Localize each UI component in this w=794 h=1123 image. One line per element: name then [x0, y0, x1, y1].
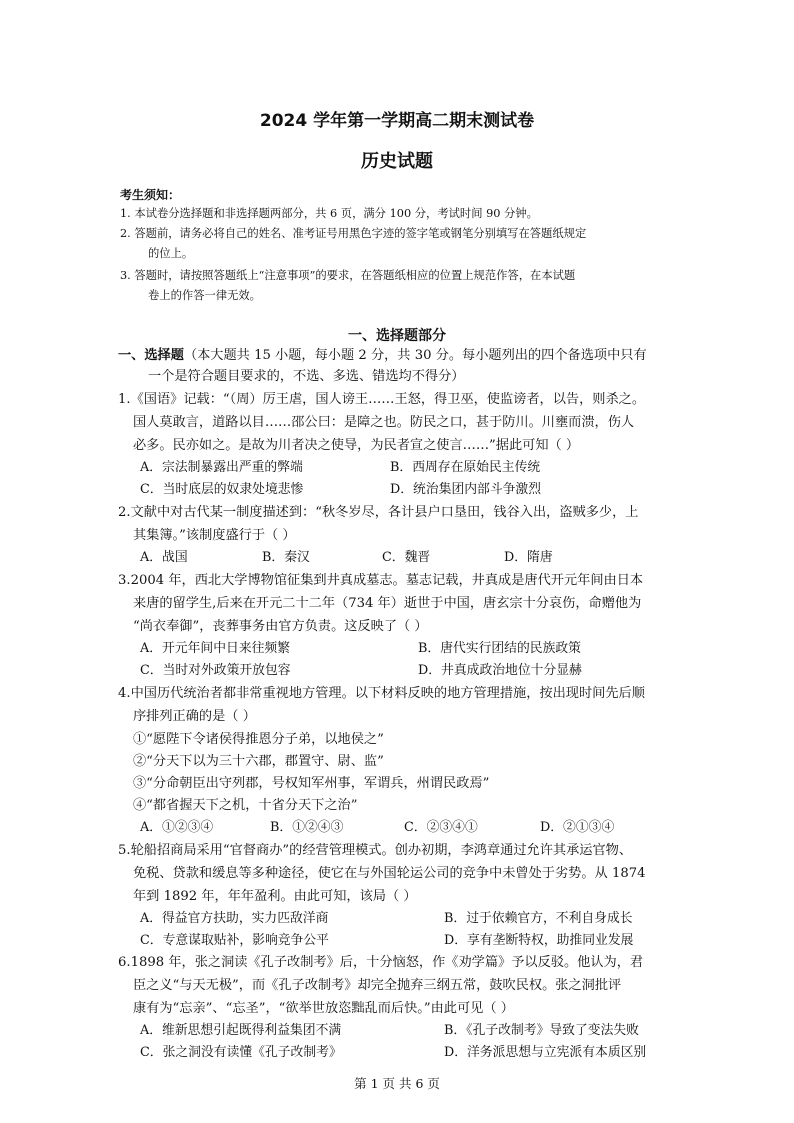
- q6-option-a: A．维新思想引起既得利益集团不满: [140, 1023, 342, 1038]
- notice-item-1: 1. 本试卷分选择题和非选择题两部分，共 6 页，满分 100 分，考试时间 90 分钟。: [120, 207, 538, 220]
- q6-line-2: 臣之义“与天无极”，而《孔子改制考》却完全抛弃三纲五常，鼓吹民权。张之洞批评: [133, 978, 622, 993]
- q5-option-c: C．专意谋取贴补，影响竞争公平: [140, 933, 329, 948]
- q1-option-d: D．统治集团内部斗争激烈: [390, 482, 542, 497]
- q4-option-c: C．②③④①: [404, 820, 478, 835]
- q5-line-1: 5.轮船招商局采用“官督商办”的经营管理模式。创办初期，李鸿章通过允许其承运官物、: [118, 843, 632, 858]
- q4-item-4: ④“都省握天下之机，十省分天下之治”: [133, 798, 358, 813]
- instruction-rest: （本大题共 15 小题，每小题 2 分，共 30 分。每小题列出的四个备选项中只有: [183, 348, 647, 363]
- q4-item-3: ③“分命朝臣出守列郡，号权知军州事，军谓兵，州谓民政焉”: [133, 776, 490, 791]
- q1-option-b: B．西周存在原始民主传统: [390, 460, 541, 475]
- q4-option-b: B．①②④③: [270, 820, 344, 835]
- notice-item-2: 2. 答题前，请务必将自己的姓名、准考证号用黑色字迹的签字笔或钢笔分别填写在答题纸规定: [120, 227, 587, 240]
- q6-option-c: C．张之洞没有读懂《孔子改制考》: [140, 1045, 342, 1060]
- q1-line-1: 1.《国语》记载：“（周）厉王虐，国人谤王……王怒，得卫巫，使监谤者，以告，则杀之。: [118, 392, 646, 407]
- q3-option-c: C．当时对外政策开放包容: [140, 663, 291, 678]
- q6-line-1: 6.1898 年，张之洞读《孔子改制考》后，十分恼怒，作《劝学篇》予以反驳。他认为，君: [118, 955, 644, 970]
- q3-option-b: B．唐代实行团结的民族政策: [418, 641, 581, 656]
- q5-line-3: 年到 1892 年，年年盈利。由此可知，该局（ ）: [133, 889, 417, 904]
- q6-line-3: 康有为“忘亲”、“忘圣”，“欲举世放恣黜乱而后快。”由此可见（ ）: [133, 1001, 514, 1016]
- notice-heading: 考生须知：: [120, 188, 181, 202]
- exam-subtitle: 历史试题: [361, 151, 433, 172]
- q3-option-d: D．井真成政治地位十分显赫: [418, 663, 582, 678]
- q3-line-3: “尚衣奉御”，丧葬事务由官方负责。这反映了（ ）: [133, 619, 428, 634]
- q1-option-a: A．宗法制暴露出严重的弊端: [140, 460, 303, 475]
- q1-option-c: C．当时底层的奴隶处境悲惨: [140, 482, 304, 497]
- instruction-line-2: 一个是符合题目要求的，不选、多选、错选均不得分）: [148, 369, 465, 384]
- section-title: 一、选择题部分: [348, 328, 446, 344]
- q4-line-2: 序排列正确的是（ ）: [133, 709, 256, 724]
- q2-option-c: C．魏晋: [382, 550, 431, 565]
- q3-option-a: A．开元年间中日来往频繁: [140, 641, 291, 656]
- page-footer: 第 1 页 共 6 页: [354, 1076, 440, 1091]
- q5-option-a: A．得益官方扶助，实力匹敌洋商: [140, 911, 329, 926]
- q2-line-1: 2.文献中对古代某一制度描述到：“秋冬岁尽，各计县户口垦田，钱谷入出，盗贼多少，上: [118, 505, 639, 520]
- q5-option-d: D．享有垄断特权，助推同业发展: [444, 933, 634, 948]
- q6-option-b: B．《孔子改制考》导致了变法失败: [444, 1023, 639, 1038]
- q3-line-2: 来唐的留学生,后来在开元二十二年（734 年）逝世于中国，唐玄宗十分哀伤，命赠他为: [133, 596, 642, 611]
- q4-item-2: ②“分天下以为三十六郡，郡置守、尉、监”: [133, 754, 384, 769]
- q3-line-1: 3.2004 年，西北大学博物馆征集到井真成墓志。墓志记载，井真成是唐代开元年间由日本: [118, 573, 644, 588]
- q6-option-d: D．洋务派思想与立宪派有本质区别: [444, 1045, 647, 1060]
- q2-option-d: D．隋唐: [504, 550, 553, 565]
- q2-option-a: A．战国: [140, 550, 188, 565]
- instruction-line-1: [118, 346, 647, 366]
- q1-line-2: 国人莫敢言，道路以目……邵公曰：是障之也。防民之口，甚于防川。川壅而溃，伤人: [133, 415, 635, 430]
- q4-item-1: ①“愿陛下令诸侯得推恩分子弟，以地侯之”: [133, 732, 384, 747]
- exam-title: 2024 学年第一学期高二期末测试卷: [259, 111, 535, 131]
- q2-line-2: 其集簿。”该制度盛行于（ ）: [133, 528, 296, 543]
- q5-line-2: 免税、贷款和缓息等多种途径，使它在与外国轮运公司的竞争中未曾处于劣势。从 1874: [133, 866, 646, 881]
- q4-line-1: 4.中国历代统治者都非常重视地方管理。以下材料反映的地方管理措施，按出现时间先后顺: [118, 686, 645, 701]
- notice-item-2-cont: 的位上。: [148, 247, 194, 260]
- notice-item-3: 3. 答题时，请按照答题纸上“注意事项”的要求，在答题纸相应的位置上规范作答，在本试题: [120, 269, 576, 282]
- q1-line-3: 必多。民亦如之。是故为川者决之使导，为民者宣之使言……”据此可知（ ）: [133, 438, 580, 453]
- notice-item-3-cont: 卷上的作答一律无效。: [148, 289, 261, 302]
- q4-option-a: A．①②③④: [140, 820, 214, 835]
- q5-option-b: B．过于依赖官方，不利自身成长: [444, 911, 633, 926]
- q4-option-d: D．②①③④: [540, 820, 615, 835]
- q2-option-b: B．秦汉: [262, 550, 310, 565]
- instruction-prefix: 一、选择题: [118, 348, 184, 363]
